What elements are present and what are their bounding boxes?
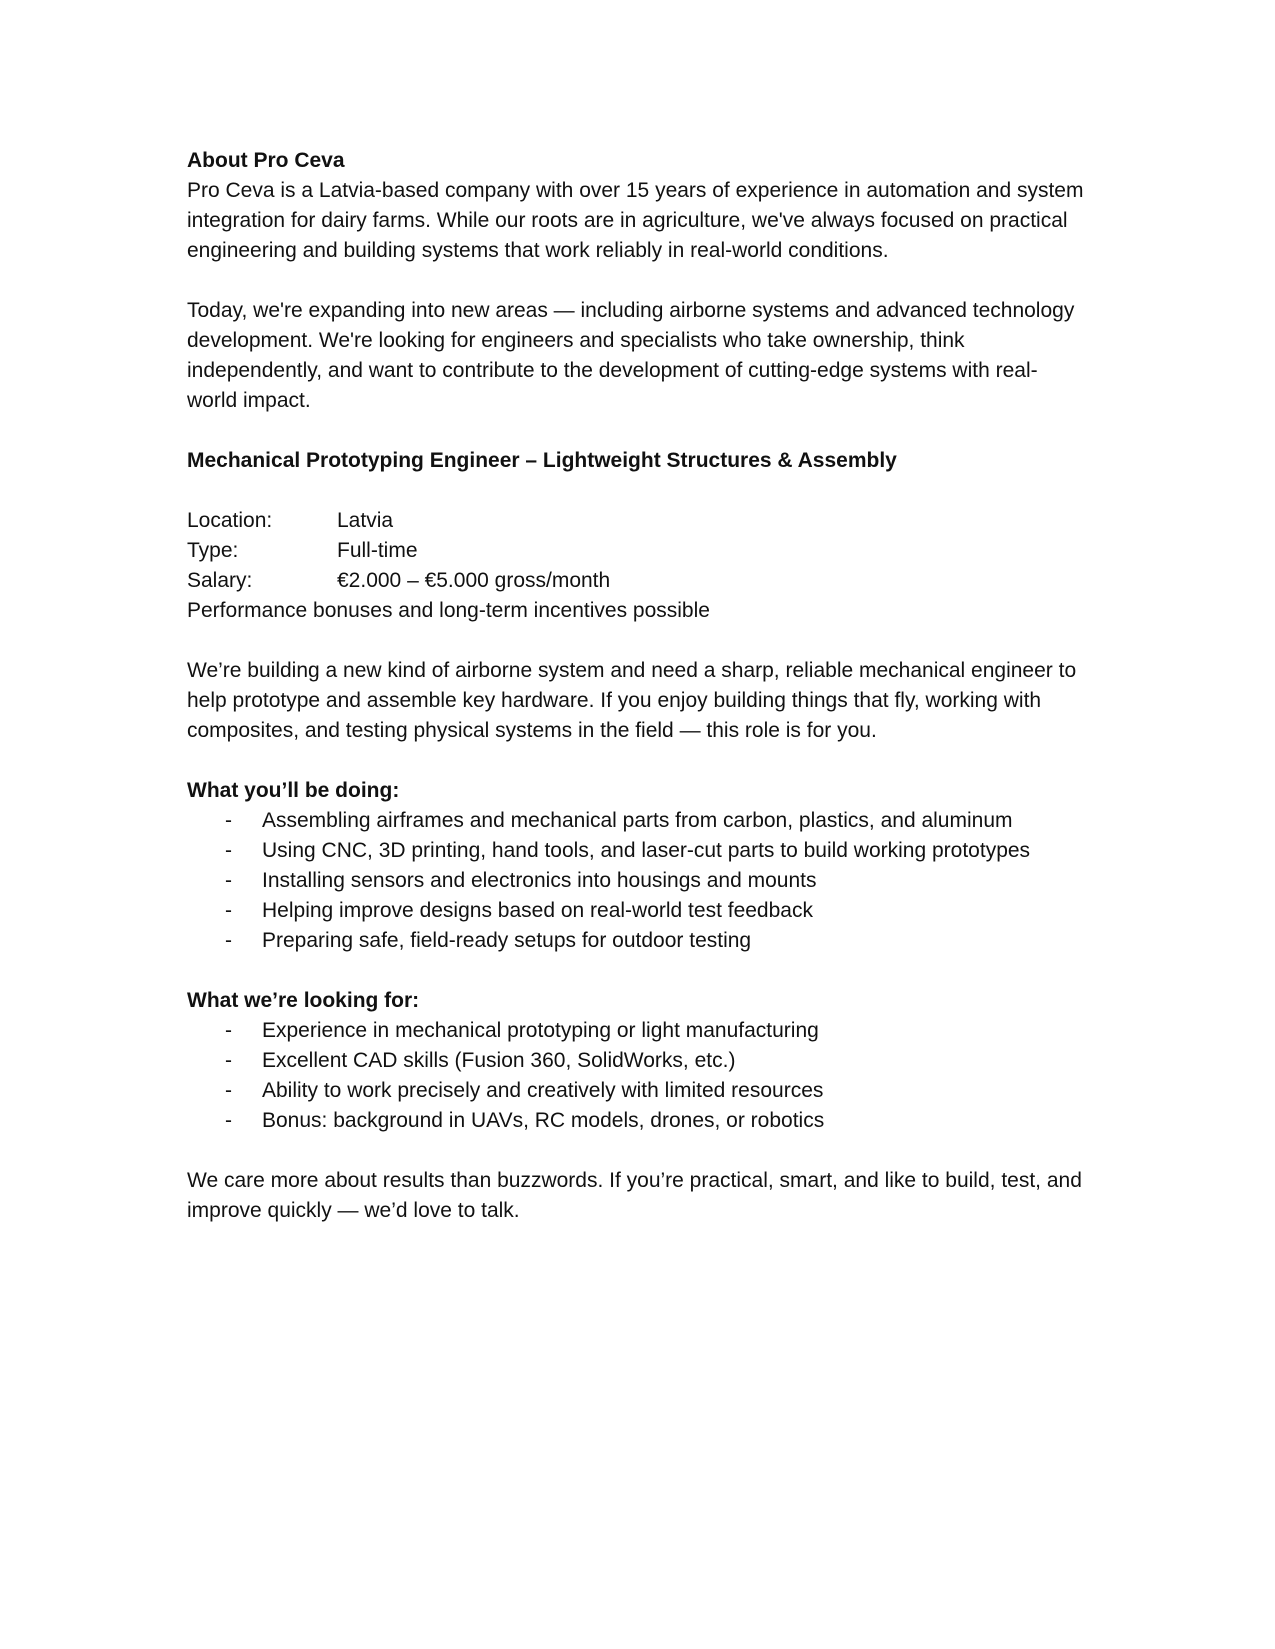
- spacer: [187, 746, 1087, 776]
- list-item: [187, 926, 1087, 956]
- list-item: [187, 806, 1087, 836]
- about-heading: About Pro Ceva: [187, 149, 345, 172]
- detail-value: Full-time: [337, 539, 418, 562]
- spacer: [187, 476, 1087, 506]
- bonus-note: Performance bonuses and long-term incentives possible: [187, 599, 710, 622]
- list-item-text: Experience in mechanical prototyping or light manufacturing: [262, 1019, 819, 1042]
- doing-list: [187, 806, 1087, 956]
- bullet-dash: -: [225, 839, 232, 862]
- detail-label: Type:: [187, 539, 239, 562]
- spacer: [187, 266, 1087, 296]
- list-item-text: Bonus: background in UAVs, RC models, drones, or robotics: [262, 1109, 825, 1132]
- closing-paragraph: We care more about results than buzzwords. If you’re practical, smart, and like to build, test, and improve quickly — we’d love to talk.: [187, 1169, 1082, 1222]
- bullet-dash: -: [225, 809, 232, 832]
- job-title: Mechanical Prototyping Engineer – Lightweight Structures & Assembly: [187, 449, 897, 472]
- list-item: [187, 1076, 1087, 1106]
- list-item-text: Ability to work precisely and creatively with limited resources: [262, 1079, 824, 1102]
- looking-heading: What we’re looking for:: [187, 989, 420, 1012]
- list-item-text: Helping improve designs based on real-world test feedback: [262, 899, 813, 922]
- list-item-text: Using CNC, 3D printing, hand tools, and laser-cut parts to build working prototypes: [262, 839, 1031, 862]
- document-page: [187, 146, 1087, 1226]
- list-item: [187, 896, 1087, 926]
- spacer: [187, 626, 1087, 656]
- bullet-dash: -: [225, 1079, 232, 1102]
- doing-heading: What you’ll be doing:: [187, 779, 400, 802]
- job-intro: We’re building a new kind of airborne system and need a sharp, reliable mechanical engineer to help prototype and assemble key hardware. If you enjoy building things that fly, working with composites, and testing physical systems in the field — this role is for you.: [187, 659, 1077, 742]
- list-item: [187, 866, 1087, 896]
- job-details: [187, 506, 1087, 626]
- list-item-text: Assembling airframes and mechanical parts from carbon, plastics, and aluminum: [262, 809, 1013, 832]
- spacer: [187, 416, 1087, 446]
- detail-row-location: [187, 506, 1087, 536]
- detail-value: €2.000 – €5.000 gross/month: [337, 569, 611, 592]
- list-item-text: Preparing safe, field-ready setups for outdoor testing: [262, 929, 752, 952]
- list-item-text: Installing sensors and electronics into housings and mounts: [262, 869, 817, 892]
- detail-label: Location:: [187, 509, 273, 532]
- detail-row-type: [187, 536, 1087, 566]
- detail-label: Salary:: [187, 569, 253, 592]
- about-paragraph-2: Today, we're expanding into new areas — including airborne systems and advanced technology development. We're looking for engineers and specialists who take ownership, think independently, and want to contribute to the development of cutting-edge systems with real-world impact.: [187, 299, 1075, 412]
- list-item: [187, 836, 1087, 866]
- bullet-dash: -: [225, 1019, 232, 1042]
- list-item: [187, 1046, 1087, 1076]
- spacer: [187, 956, 1087, 986]
- list-item: [187, 1106, 1087, 1136]
- bullet-dash: -: [225, 1109, 232, 1132]
- about-paragraph-1: Pro Ceva is a Latvia-based company with over 15 years of experience in automation and system integration for dairy farms. While our roots are in agriculture, we've always focused on practical engineering and building systems that work reliably in real-world conditions.: [187, 179, 1084, 262]
- bullet-dash: -: [225, 1049, 232, 1072]
- spacer: [187, 1136, 1087, 1166]
- bullet-dash: -: [225, 869, 232, 892]
- detail-value: Latvia: [337, 509, 394, 532]
- looking-list: [187, 1016, 1087, 1136]
- bullet-dash: -: [225, 899, 232, 922]
- detail-row-salary: [187, 566, 1087, 596]
- bullet-dash: -: [225, 929, 232, 952]
- list-item: [187, 1016, 1087, 1046]
- list-item-text: Excellent CAD skills (Fusion 360, SolidWorks, etc.): [262, 1049, 736, 1072]
